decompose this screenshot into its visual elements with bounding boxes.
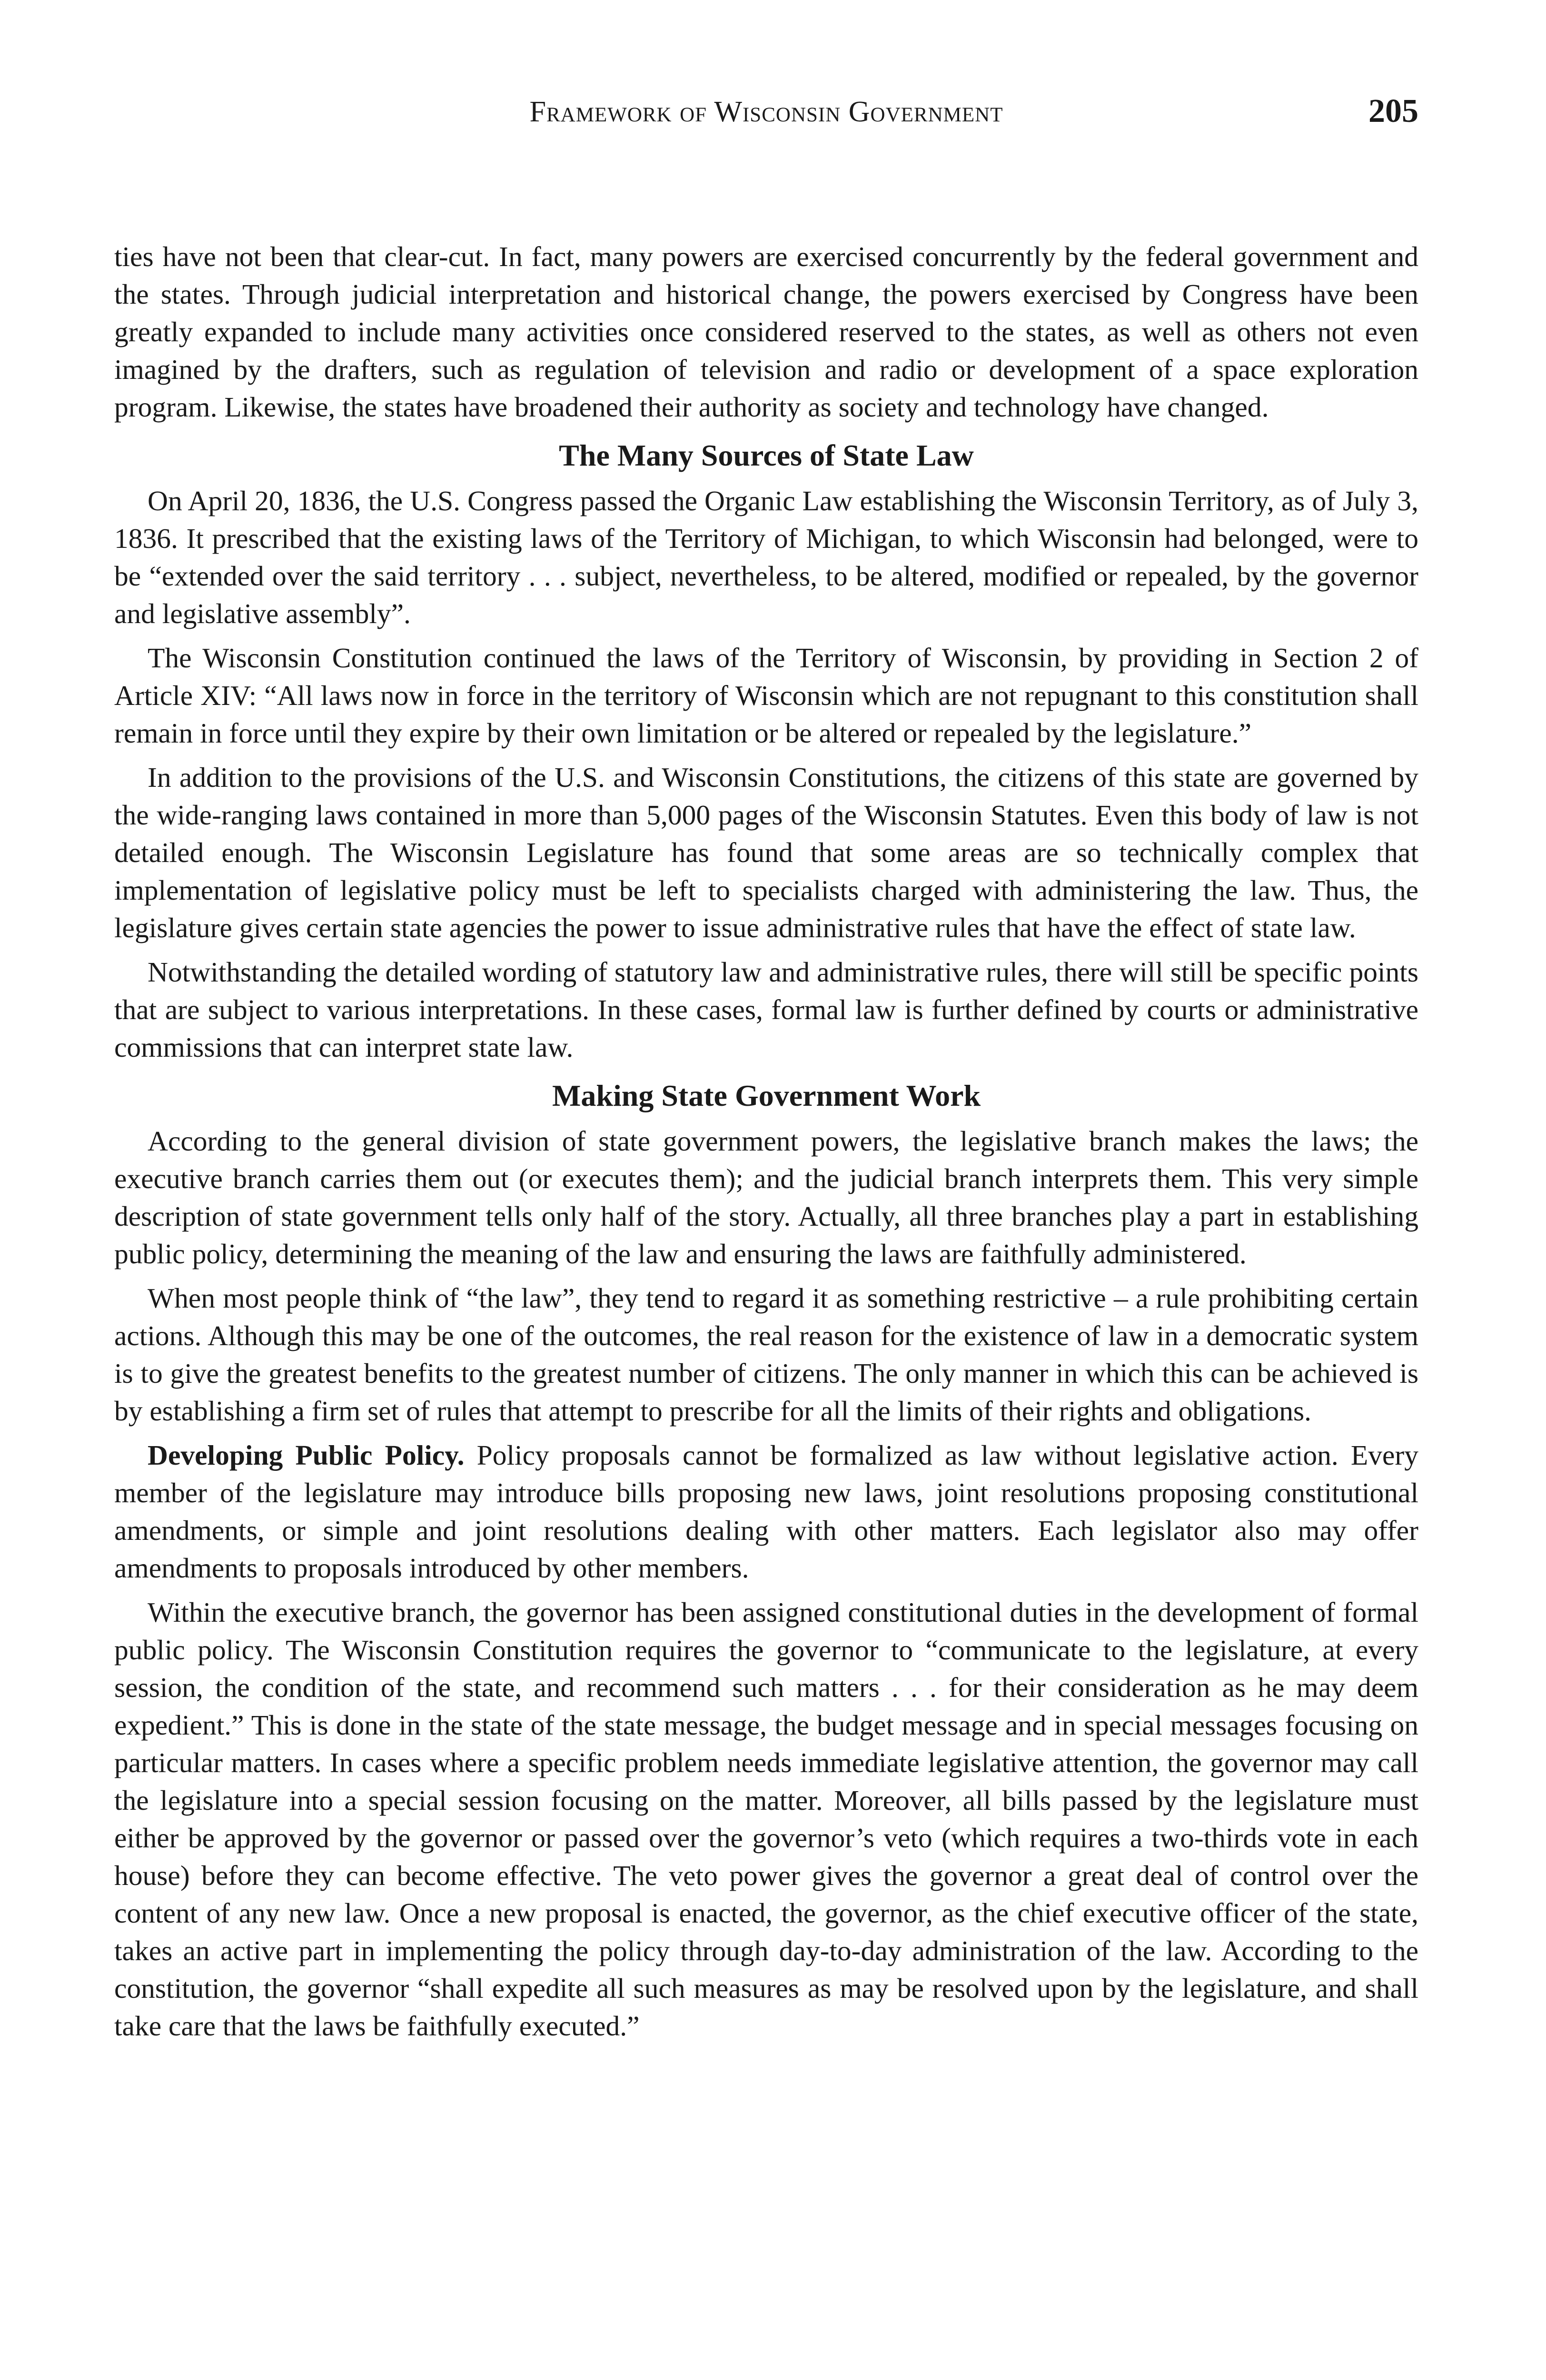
paragraph-branches: According to the general division of state government powers, the legislative branch makes the laws; the executive branch carries them out (or executes them); and the judicial branch interprets them. This very simple description of state government tells only half of the story. Actually, all three branches play a part in establishing public policy, determining the meaning of the law and ensuring the laws are faithfully administered. — [114, 1125, 1418, 1269]
paragraph-public-policy — [114, 1437, 1418, 1587]
paragraph-statutes: In addition to the provisions of the U.S. and Wisconsin Constitutions, the citizens of this state are governed by the wide-ranging laws contained in more than 5,000 pages of the Wisconsin Statutes. Even this body of law is not detailed enough. The Wisconsin Legislature has found that some areas are so technically complex that implementation of legislative policy must be left to specialists charged with administering the law. Thus, the legislature gives certain state agencies the power to issue administrative rules that have the effect of state law. — [114, 762, 1418, 943]
paragraph-executive: Within the executive branch, the governor has been assigned constitutional duties in the development of formal public policy. The Wisconsin Constitution requires the governor to “communicate to the legislature, at every session, the condition of the state, and recommend such matters . . . for their consideration as he may deem expedient.” This is done in the state of the state message, the budget message and in special messages focusing on particular matters. In cases where a specific problem needs immediate legislative attention, the governor may call the legislature into a special session focusing on the matter. Moreover, all bills passed by the legislature must either be approved by the governor or passed over the governor’s veto (which requires a two-thirds vote in each house) before they can become effective. The veto power gives the governor a great deal of control over the content of any new law. Once a new proposal is enacted, the governor, as the chief executive officer of the state, takes an active part in implementing the policy through day-to-day administration of the law. According to the constitution, the governor “shall expedite all such measures as may be resolved upon by the legislature, and shall take care that the laws be faithfully executed.” — [114, 1597, 1418, 2042]
section-heading-making-work: Making State Government Work — [552, 1079, 981, 1112]
running-header — [114, 95, 1418, 148]
page — [114, 95, 1418, 148]
section-heading-sources: The Many Sources of State Law — [559, 438, 974, 472]
run-in-heading: Developing Public Policy. — [148, 1439, 465, 1471]
body-text — [114, 238, 1418, 2045]
paragraph-public-policy-text: Policy proposals cannot be formalized as law without legislative action. Every member of the legislature may introduce bills proposing new laws, joint resolutions proposing constitutional amendments, or simple and joint resolutions dealing with other matters. Each legislator also may offer amendments to proposals introduced by other members. — [114, 1439, 1419, 1584]
paragraph-organic-law: On April 20, 1836, the U.S. Congress passed the Organic Law establishing the Wisconsin Territory, as of July 3, 1836. It prescribed that the existing laws of the Territory of Michigan, to which Wisconsin had belonged, were to be “extended over the said territory . . . subject, nevertheless, to be altered, modified or repealed, by the governor and legislative assembly”. — [114, 485, 1418, 629]
paragraph-the-law: When most people think of “the law”, they tend to regard it as something restrictive – a rule prohibiting certain actions. Although this may be one of the outcomes, the real reason for the existence of law in a democratic system is to give the greatest benefits to the greatest number of citizens. The only manner in which this can be achieved is by establishing a firm set of rules that attempt to prescribe for all the limits of their rights and obligations. — [114, 1282, 1418, 1427]
paragraph-interpretation: Notwithstanding the detailed wording of statutory law and administrative rules, there will still be specific points that are subject to various interpretations. In these cases, formal law is further defined by courts or administrative commissions that can interpret state law. — [114, 956, 1418, 1063]
page-number: 205 — [1368, 93, 1418, 129]
paragraph-constitution: The Wisconsin Constitution continued the laws of the Territory of Wisconsin, by providing in Section 2 of Article XIV: “All laws now in force in the territory of Wisconsin which are not repugnant to this constitution shall remain in force until they expire by their own limitation or be altered or repealed by the legislature.” — [114, 642, 1418, 749]
running-header-title: Framework of Wisconsin Government — [529, 96, 1003, 128]
paragraph-continued: ties have not been that clear-cut. In fact, many powers are exercised concurrently by the federal government and the states. Through judicial interpretation and historical change, the powers exercised by Congress have been greatly expanded to include many activities once considered reserved to the states, as well as others not even imagined by the drafters, such as regulation of television and radio or development of a space exploration program. Likewise, the states have broadened their authority as society and technology have changed. — [114, 241, 1418, 423]
